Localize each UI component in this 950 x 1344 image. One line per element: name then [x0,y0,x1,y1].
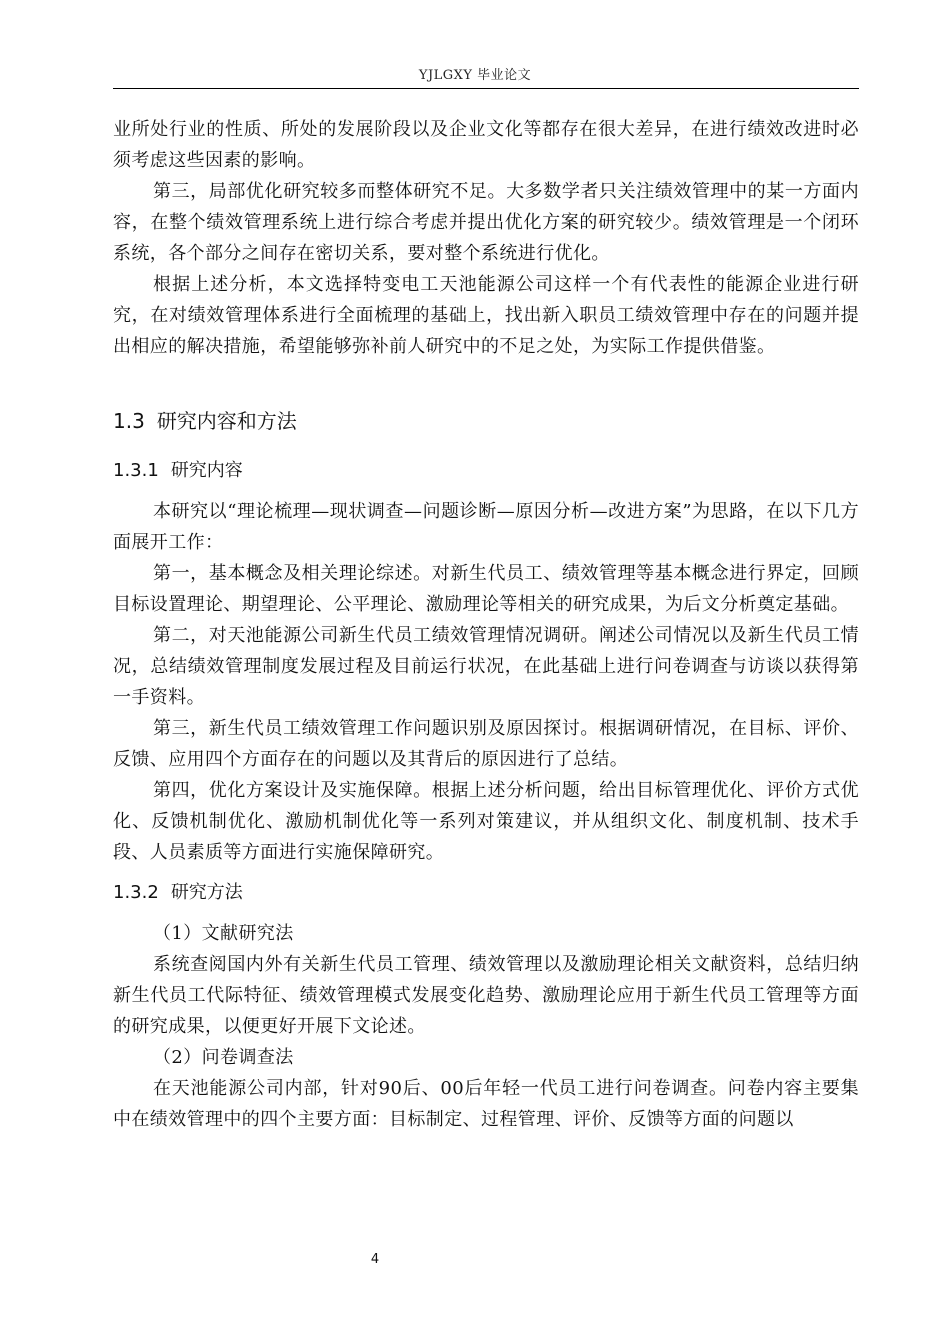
header-rule [113,88,859,89]
page-body [113,114,859,1135]
paragraph-continued: 业所处行业的性质、所处的发展阶段以及企业文化等都存在很大差异，在进行绩效改进时必须考虑这些因素的影响。 [113,119,859,171]
section-number: 1.3 [113,409,145,433]
paragraph-third-point: 第三，局部优化研究较多而整体研究不足。大多数学者只关注绩效管理中的某一方面内容，在整个绩效管理系统上进行综合考虑并提出优化方案的研究较少。绩效管理是一个闭环系统，各个部分之间存在密切关系，要对整个系统进行优化。 [113,181,859,264]
content-point-4: 第四，优化方案设计及实施保障。根据上述分析问题，给出目标管理优化、评价方式优化、反馈机制优化、激励机制优化等一系列对策建议，并从组织文化、制度机制、技术手段、人员素质等方面进行实施保障研究。 [113,780,859,863]
content-intro-paragraph: 本研究以“理论梳理—现状调查—问题诊断—原因分析—改进方案”为思路，在以下几方面展开工作： [113,501,859,553]
subsection-number: 1.3.2 [113,882,159,903]
paragraph-analysis-summary: 根据上述分析，本文选择特变电工天池能源公司这样一个有代表性的能源企业进行研究，在对绩效管理体系进行全面梳理的基础上，找出新入职员工绩效管理中存在的问题并提出相应的解决措施，希望能够弥补前人研究中的不足之处，为实际工作提供借鉴。 [113,274,859,357]
subsection-number: 1.3.1 [113,460,159,481]
content-point-3: 第三，新生代员工绩效管理工作问题识别及原因探讨。根据调研情况，在目标、评价、反馈、应用四个方面存在的问题以及其背后的原因进行了总结。 [113,718,859,770]
subsection-heading-1-3-1 [113,456,859,486]
content-point-1: 第一，基本概念及相关理论综述。对新生代员工、绩效管理等基本概念进行界定，回顾目标设置理论、期望理论、公平理论、激励理论等相关的研究成果，为后文分析奠定基础。 [113,563,859,615]
subsection-heading-1-3-2 [113,878,859,908]
section-heading-1-3 [113,406,859,436]
method-text-literature: 系统查阅国内外有关新生代员工管理、绩效管理以及激励理论相关文献资料，总结归纳新生代员工代际特征、绩效管理模式发展变化趋势、激励理论应用于新生代员工管理等方面的研究成果，以便更好开展下文论述。 [113,954,859,1037]
method-text-survey: 在天池能源公司内部，针对90后、00后年轻一代员工进行问卷调查。问卷内容主要集中在绩效管理中的四个主要方面：目标制定、过程管理、评价、反馈等方面的问题以 [113,1078,859,1130]
page-number: 4 [370,1252,380,1267]
subsection-title: 研究内容 [170,460,243,481]
content-point-2: 第二，对天池能源公司新生代员工绩效管理情况调研。阐述公司情况以及新生代员工情况，总结绩效管理制度发展过程及目前运行状况，在此基础上进行问卷调查与访谈以获得第一手资料。 [113,625,859,708]
section-title: 研究内容和方法 [156,409,297,433]
subsection-title: 研究方法 [170,882,243,903]
method-label-literature: （1）文献研究法 [153,923,294,944]
page-header: YJLGXY 毕业论文 [418,68,532,83]
method-label-survey: （2）问卷调查法 [153,1047,294,1068]
